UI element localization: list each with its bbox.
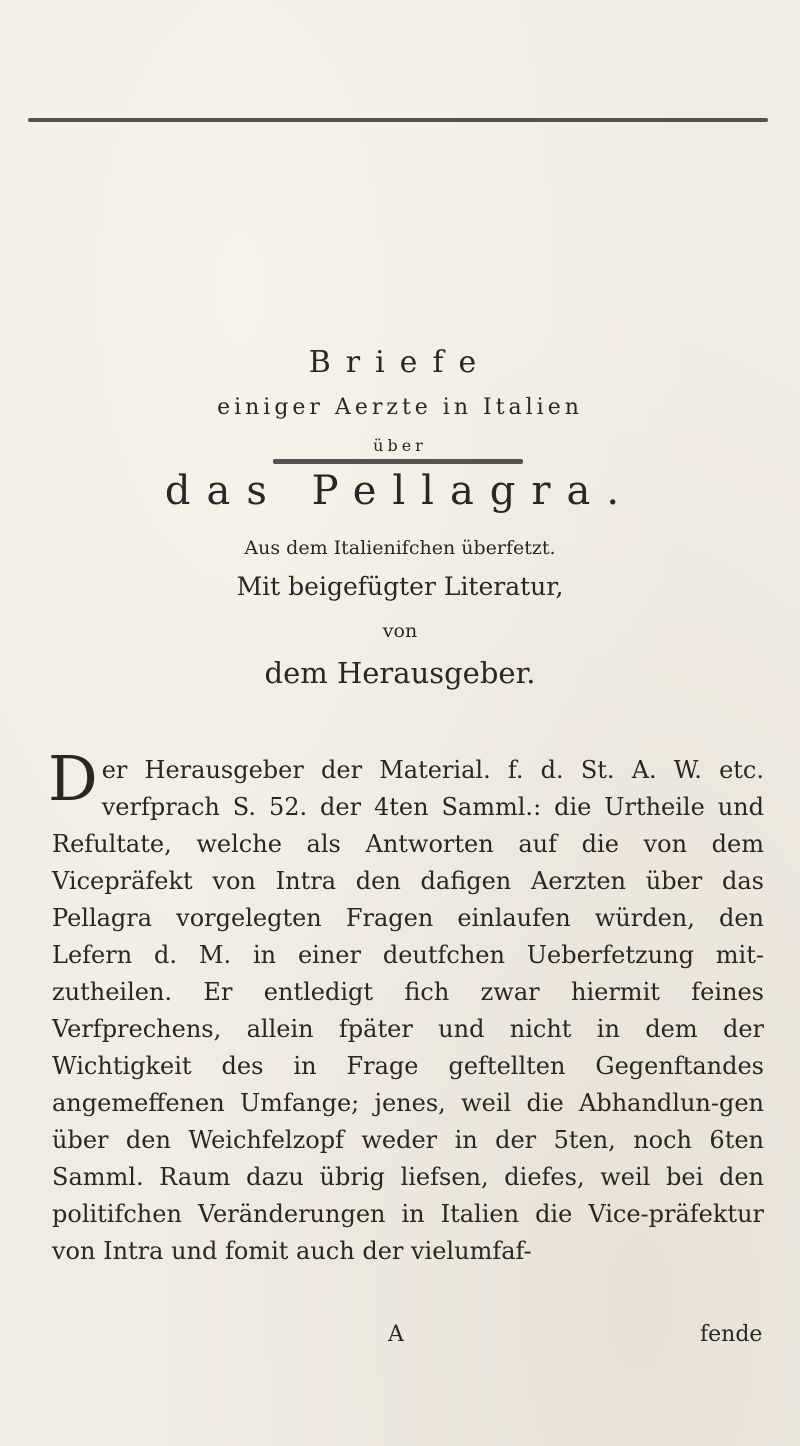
title-pellagra: das Pellagra.: [164, 468, 636, 514]
title-einiger-aerzte: einiger Aerzte in Italien: [217, 395, 583, 420]
paragraph: [48, 742, 764, 1270]
title-von: von: [382, 620, 418, 642]
top-rule: [28, 118, 768, 122]
catchword: fende: [700, 1322, 763, 1347]
title-ueber: über: [373, 436, 427, 455]
body-text: [48, 742, 764, 1270]
title-herausgeber: dem Herausgeber.: [264, 656, 536, 690]
paragraph-text: er Herausgeber der Material. f. d. St. A. W. etc. verfprach S. 52. der 4ten Samml.: die Urtheile und Refultate, welche als Antworten auf die von dem Vicepräfekt von Intra den dafigen Aerzten über das Pellagra vorgelegten Fragen einlaufen würden, den Lefern d. M. in einer deutfchen Ueberfetzung mit-zutheilen. Er entledigt fich zwar hiermit feines Verfprechens, allein fpäter und nicht in dem der Wichtigkeit des in Frage geftellten Gegenftandes angemeffenen Umfange; jenes, weil die Abhandlun-gen über den Weichfelzopf weder in der 5ten, noch 6ten Samml. Raum dazu übrig liefsen, diefes, weil bei den politifchen Veränderungen in Italien die Vice-präfektur von Intra und fomit auch der vielumfaf-: [52, 756, 764, 1265]
title-literature-note: Mit beigefügter Literatur,: [236, 572, 564, 601]
signature-mark: A: [388, 1322, 404, 1347]
title-briefe: Briefe: [308, 345, 492, 380]
title-translation-note: Aus dem Italienifchen überfetzt.: [244, 537, 556, 559]
section-rule: [273, 459, 523, 464]
drop-cap: D: [48, 742, 98, 815]
